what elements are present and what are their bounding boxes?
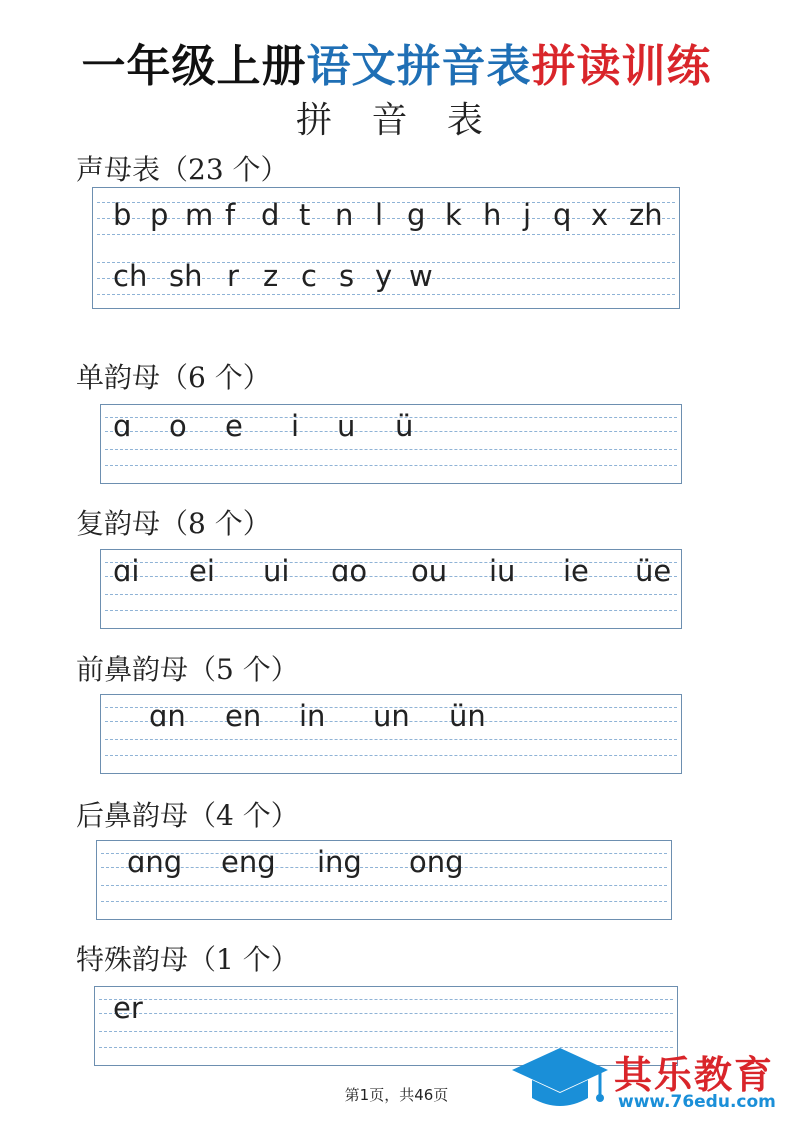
writing-box-initials <box>92 187 680 309</box>
page-title <box>0 30 793 94</box>
pinyin-item: l <box>375 198 384 232</box>
pinyin-item: ie <box>563 554 589 588</box>
pinyin-item: r <box>227 259 239 293</box>
section-heading-compound-finals: 复韵母（8 个） <box>76 507 271 540</box>
pinyin-item: k <box>445 198 462 232</box>
page-number: 第1页，共46页 <box>344 1086 449 1104</box>
writing-box-simple-finals <box>100 404 682 484</box>
pinyin-item: z <box>263 259 279 293</box>
pinyin-item: o <box>169 409 187 443</box>
pinyin-item: sh <box>169 259 203 293</box>
pinyin-item: ɑo <box>331 554 368 588</box>
brand-logo <box>510 1040 790 1118</box>
pinyin-item: ong <box>409 845 464 879</box>
pinyin-item: b <box>113 198 132 232</box>
section-heading-front-nasal-finals: 前鼻韵母（5 个） <box>76 653 299 686</box>
section-heading-back-nasal-finals: 后鼻韵母（4 个） <box>76 799 299 832</box>
pinyin-item: g <box>407 198 426 232</box>
pinyin-item: d <box>261 198 280 232</box>
writing-box-front-nasal-finals <box>100 694 682 774</box>
section-heading-initials: 声母表（23 个） <box>76 153 289 186</box>
pinyin-item: i <box>291 409 300 443</box>
pinyin-item: ou <box>411 554 448 588</box>
pinyin-item: ɑi <box>113 554 140 588</box>
pinyin-item: c <box>301 259 317 293</box>
pinyin-item: u <box>337 409 356 443</box>
pinyin-item: er <box>113 991 143 1025</box>
pinyin-item: s <box>339 259 355 293</box>
pinyin-item: w <box>409 259 433 293</box>
pinyin-item: üe <box>635 554 672 588</box>
title-part-training: 拼读训练 <box>531 41 712 92</box>
writing-box-back-nasal-finals <box>96 840 672 920</box>
writing-box-compound-finals <box>100 549 682 629</box>
pinyin-item: eng <box>221 845 276 879</box>
pinyin-item: q <box>553 198 572 232</box>
pinyin-item: p <box>150 198 169 232</box>
pinyin-item: e <box>225 409 243 443</box>
pinyin-item: ɑn <box>149 699 186 733</box>
pinyin-item: ui <box>263 554 290 588</box>
pinyin-item: ei <box>189 554 215 588</box>
pinyin-item: x <box>591 198 609 232</box>
pinyin-item: ü <box>395 409 414 443</box>
pinyin-item: ing <box>317 845 362 879</box>
pinyin-item: h <box>483 198 502 232</box>
pinyin-item: y <box>375 259 393 293</box>
pinyin-item: j <box>523 198 532 232</box>
pinyin-item: ch <box>113 259 148 293</box>
brand-name: 其乐教育 <box>614 1053 775 1097</box>
pinyin-item: iu <box>489 554 516 588</box>
pinyin-item: in <box>299 699 326 733</box>
section-heading-special-finals: 特殊韵母（1 个） <box>76 943 299 976</box>
brand-url: www.76edu.com <box>618 1092 776 1112</box>
graduation-cap-icon <box>510 1040 610 1118</box>
pinyin-item: ün <box>449 699 486 733</box>
pinyin-item: ɑng <box>127 845 183 879</box>
pinyin-item: t <box>299 198 311 232</box>
pinyin-item: m <box>185 198 214 232</box>
pinyin-item: ɑ <box>113 409 132 443</box>
title-part-grade: 一年级上册 <box>81 41 307 92</box>
pinyin-item: n <box>335 198 354 232</box>
title-part-subject: 语文拼音表 <box>306 41 532 92</box>
pinyin-item: un <box>373 699 410 733</box>
pinyin-item: en <box>225 699 262 733</box>
pinyin-item: f <box>225 198 236 232</box>
section-heading-simple-finals: 单韵母（6 个） <box>76 361 271 394</box>
pinyin-item: zh <box>629 198 663 232</box>
page-subtitle: 拼 音 表 <box>296 100 497 141</box>
